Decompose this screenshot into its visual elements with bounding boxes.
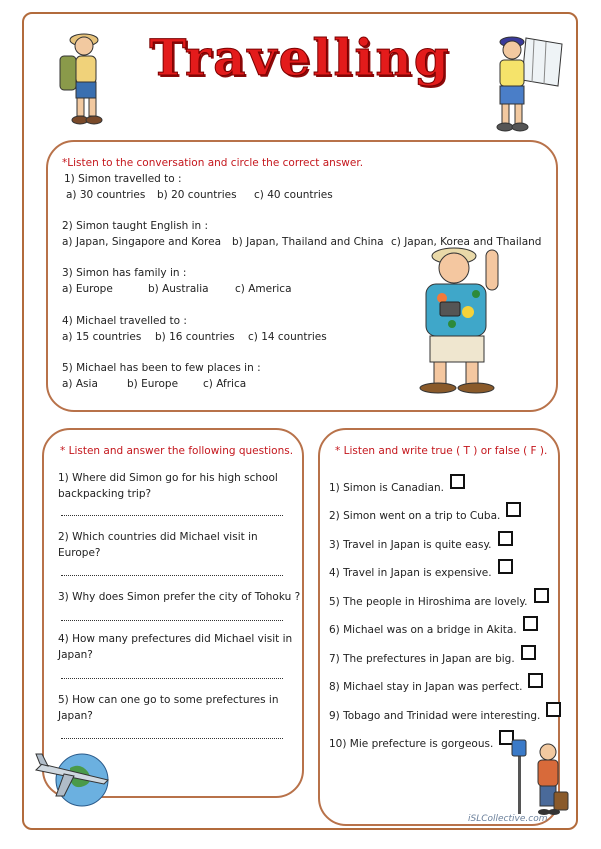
mc-q3-option-c[interactable]: c) America <box>235 283 292 295</box>
tf-item-10 <box>329 735 514 750</box>
mc-q1-option-a[interactable]: a) 30 countries <box>66 189 146 201</box>
tf-item-1 <box>329 479 465 494</box>
traveler-bus-stop-illustration <box>506 736 570 818</box>
mc-question-3: 3) Simon has family in : <box>62 267 187 279</box>
open-question-1-line2: backpacking trip? <box>58 488 152 500</box>
mc-q5-option-b[interactable]: b) Europe <box>127 378 179 390</box>
tf-item-2-text: 2) Simon went on a trip to Cuba. <box>329 510 501 522</box>
open-question-5-line2: Japan? <box>58 710 93 722</box>
mc-question-4: 4) Michael travelled to : <box>62 315 187 327</box>
tourist-map-illustration <box>492 30 564 134</box>
tf-item-9 <box>329 707 561 722</box>
tourist-camera-illustration <box>404 232 516 398</box>
answer-line-1[interactable] <box>61 515 283 516</box>
page-title: Travelling <box>149 28 451 87</box>
mc-q2-option-a[interactable]: a) Japan, Singapore and Korea <box>62 236 221 248</box>
mc-question-1: 1) Simon travelled to : <box>64 173 182 185</box>
open-question-2-line2: Europe? <box>58 547 101 559</box>
open-question-5-line1: 5) How can one go to some prefectures in <box>58 694 279 706</box>
tf-item-8 <box>329 678 543 693</box>
tf-answer-box-3[interactable] <box>498 531 513 546</box>
tf-item-9-text: 9) Tobago and Trinidad were interesting. <box>329 710 541 722</box>
open-question-3-line1: 3) Why does Simon prefer the city of Tohoku ? <box>58 591 301 603</box>
mc-q1-option-b[interactable]: b) 20 countries <box>157 189 237 201</box>
airplane-globe-illustration <box>34 748 114 812</box>
mc-q5-option-a[interactable]: a) Asia <box>62 378 98 390</box>
tf-item-3-text: 3) Travel in Japan is quite easy. <box>329 539 492 551</box>
tf-item-3 <box>329 536 513 551</box>
hiker-illustration <box>46 26 120 130</box>
section1-instruction: *Listen to the conversation and circle the correct answer. <box>62 157 364 169</box>
tf-item-8-text: 8) Michael stay in Japan was perfect. <box>329 681 523 693</box>
open-question-2-line1: 2) Which countries did Michael visit in <box>58 531 258 543</box>
mc-q4-option-a[interactable]: a) 15 countries <box>62 331 142 343</box>
tf-answer-box-6[interactable] <box>523 616 538 631</box>
footer-watermark: iSLCollective.com <box>468 814 548 824</box>
tf-item-4 <box>329 564 513 579</box>
tf-answer-box-8[interactable] <box>528 673 543 688</box>
answer-line-5[interactable] <box>61 738 283 739</box>
open-question-4-line1: 4) How many prefectures did Michael visit in <box>58 633 293 645</box>
open-question-1-line1: 1) Where did Simon go for his high school <box>58 472 278 484</box>
tf-item-6-text: 6) Michael was on a bridge in Akita. <box>329 624 517 636</box>
tf-answer-box-2[interactable] <box>506 502 521 517</box>
tf-answer-box-1[interactable] <box>450 474 465 489</box>
open-question-4-line2: Japan? <box>58 649 93 661</box>
mc-q5-option-c[interactable]: c) Africa <box>203 378 247 390</box>
tf-answer-box-9[interactable] <box>546 702 561 717</box>
tf-item-1-text: 1) Simon is Canadian. <box>329 482 444 494</box>
mc-q3-option-b[interactable]: b) Australia <box>148 283 209 295</box>
mc-q4-option-b[interactable]: b) 16 countries <box>155 331 235 343</box>
tf-answer-box-4[interactable] <box>498 559 513 574</box>
mc-q3-option-a[interactable]: a) Europe <box>62 283 113 295</box>
mc-question-5: 5) Michael has been to few places in : <box>62 362 261 374</box>
mc-q2-option-b[interactable]: b) Japan, Thailand and China <box>232 236 384 248</box>
answer-line-4[interactable] <box>61 678 283 679</box>
answer-line-3[interactable] <box>61 620 283 621</box>
tf-item-2 <box>329 507 521 522</box>
tf-item-7 <box>329 650 536 665</box>
mc-q2-option-c[interactable]: c) Japan, Korea and Thailand <box>391 236 542 248</box>
tf-item-10-text: 10) Mie prefecture is gorgeous. <box>329 738 494 750</box>
tf-item-5 <box>329 593 549 608</box>
tf-item-4-text: 4) Travel in Japan is expensive. <box>329 567 492 579</box>
tf-item-5-text: 5) The people in Hiroshima are lovely. <box>329 596 528 608</box>
tf-answer-box-7[interactable] <box>521 645 536 660</box>
tf-item-7-text: 7) The prefectures in Japan are big. <box>329 653 515 665</box>
answer-line-2[interactable] <box>61 575 283 576</box>
section3-instruction: * Listen and write true ( T ) or false ( F ). <box>335 445 548 457</box>
mc-q1-option-c[interactable]: c) 40 countries <box>254 189 333 201</box>
tf-item-6 <box>329 621 538 636</box>
tf-answer-box-5[interactable] <box>534 588 549 603</box>
mc-question-2: 2) Simon taught English in : <box>62 220 209 232</box>
section2-instruction: * Listen and answer the following questions. <box>60 445 294 457</box>
mc-q4-option-c[interactable]: c) 14 countries <box>248 331 327 343</box>
